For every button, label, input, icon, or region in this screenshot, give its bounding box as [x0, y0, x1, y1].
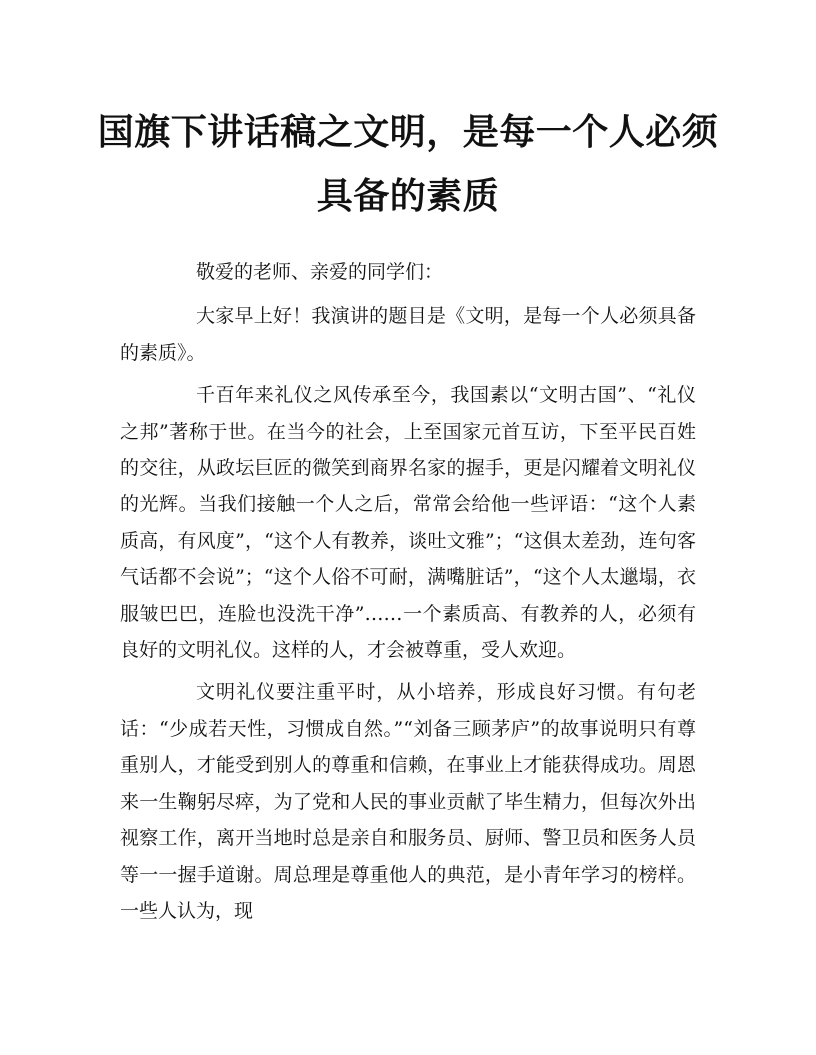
title-line-2: 具备的素质 [316, 175, 500, 217]
paragraph-greeting: 大家早上好！我演讲的题目是《文明，是每一个人必须具备的素质》。 [120, 305, 696, 364]
document-title [90, 100, 726, 228]
paragraph-habits: 文明礼仪要注重平时，从小培养，形成良好习惯。有句老话：“少成若天性，习惯成自然。”“刘备三顾茅庐”的故事说明只有尊重别人，才能受到别人的尊重和信赖，在事业上才能获得成功。周恩来一生鞠躬尽瘁，为了党和人民的事业贡献了毕生精力，但每次外出视察工作，离开当地时总是亲自和服务员、厨师、警卫员和医务人员等一一握手道谢。周总理是尊重他人的典范，是小青年学习的榜样。一些人认为，现 [120, 681, 696, 922]
document-body [120, 254, 696, 929]
paragraph-etiquette-tradition: 千百年来礼仪之风传承至今，我国素以“文明古国”、“礼仪之邦”著称于世。在当今的社会，上至国家元首互访，下至平民百姓的交往，从政坛巨匠的微笑到商界名家的握手，更是闪耀着文明礼仪的光辉。当我们接触一个人之后，常常会给他一些评语：“这个人素质高，有风度”，“这个人有教养，谈吐文雅”；“这俱太差劲，连句客气话都不会说”；“这个人俗不可耐，满嘴脏话”，“这个人太邋塌，衣服皱巴巴，连脸也没洗干净”……一个素质高、有教养的人，必须有良好的文明礼仪。这样的人，才会被尊重，受人欢迎。 [120, 384, 696, 662]
paragraph-salutation: 敬爱的老师、亲爱的同学们： [196, 261, 444, 283]
title-line-1: 国旗下讲话稿之文明，是每一个人必须 [97, 111, 719, 153]
